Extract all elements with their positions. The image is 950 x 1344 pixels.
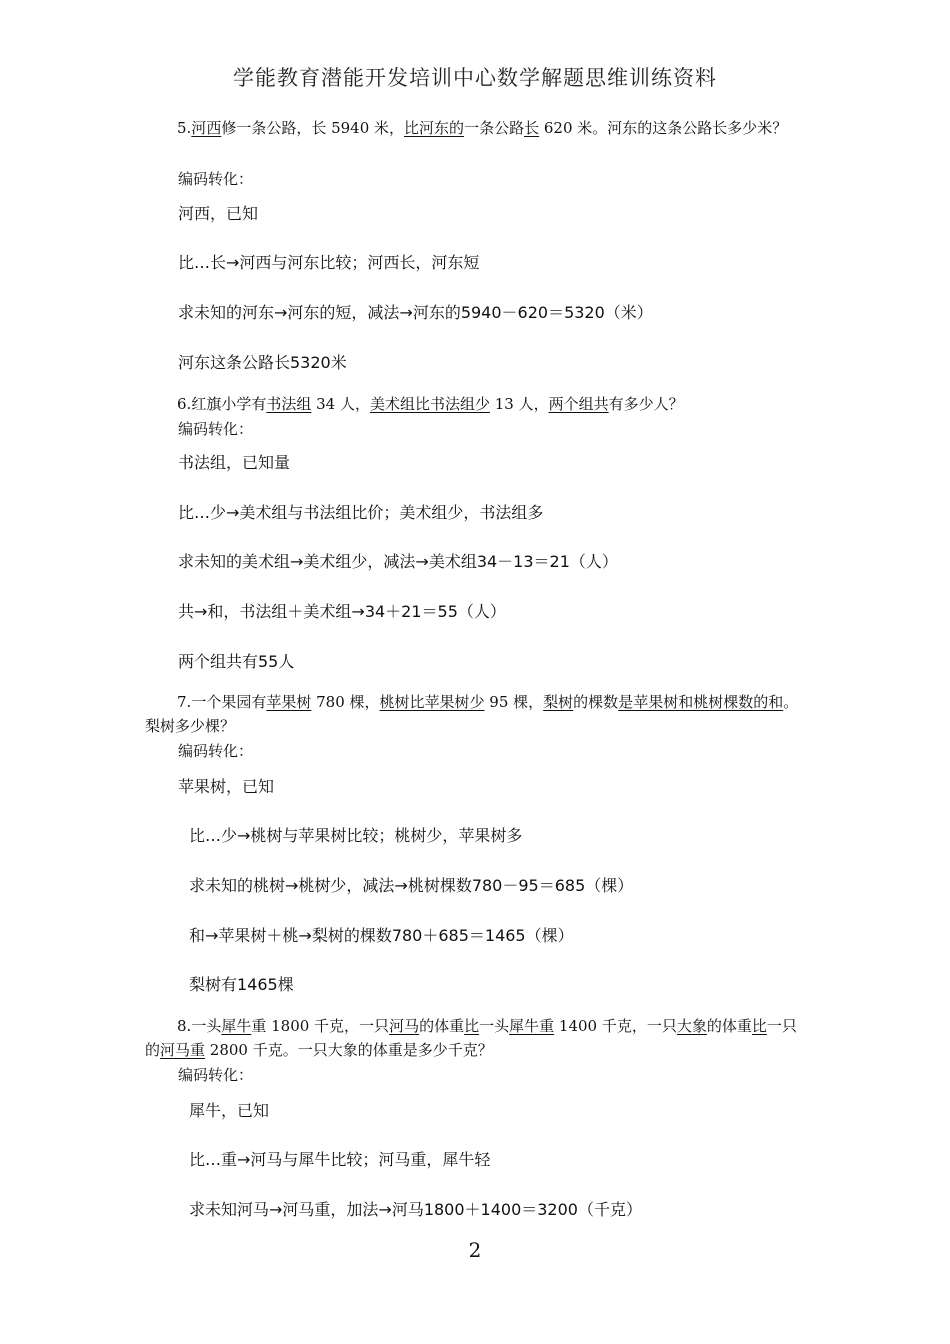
problem-text-segment: 。梨树多少棵？ [145, 693, 799, 735]
problem-text-segment: 红旗小学有 [191, 395, 267, 413]
problem-5-step-1: 河西，已知 [178, 204, 259, 223]
problem-7-step-5: 梨树有1465棵 [189, 975, 294, 994]
problem-statement [145, 119, 787, 137]
problem-text-segment: 一头 [479, 1017, 510, 1035]
underlined-keyword: 大象 [676, 1017, 707, 1035]
underlined-keyword: 比 [751, 1017, 767, 1035]
problem-6-text [145, 392, 810, 416]
problem-5-step-3: 求未知的河东→河东的短，减法→河东的5940－620＝5320（米） [178, 303, 653, 322]
problem-number: 5. [177, 119, 192, 137]
problem-text-segment: 修一条公路，长 5940 米， [221, 119, 405, 137]
problem-text-segment: 重 1800 千克，一只 [251, 1017, 390, 1035]
coding-label: 编码转化： [178, 170, 254, 188]
problem-7-step-4: 和→苹果树＋桃→梨树的棵数780＋685＝1465（棵） [189, 926, 574, 945]
underlined-keyword: 书法组 [266, 395, 312, 413]
page-number: 2 [468, 1238, 482, 1262]
underlined-keyword: 是苹果树和桃树棵数的和 [618, 693, 784, 711]
problem-text-segment: 的体重 [419, 1017, 465, 1035]
problem-6-step-1: 书法组，已知量 [178, 453, 291, 472]
underlined-keyword: 两个组共 [548, 395, 609, 413]
problem-text-segment: 一条公路 [464, 119, 525, 137]
underlined-keyword: 美术组比书法组少 [369, 395, 490, 413]
problem-5-step-2: 比…长→河西与河东比较；河西长，河东短 [178, 253, 480, 272]
problem-6-step-4: 共→和，书法组＋美术组→34＋21＝55（人） [178, 602, 506, 621]
coding-label: 编码转化： [178, 420, 254, 438]
underlined-keyword: 比河东的 [404, 119, 465, 137]
problem-number: 8. [177, 1017, 192, 1035]
problem-6-step-5: 两个组共有55人 [178, 652, 295, 671]
problem-6-step-3: 求未知的美术组→美术组少，减法→美术组34－13＝21（人） [178, 552, 618, 571]
page-header-title: 学能教育潜能开发培训中心数学解题思维训练资料 [233, 66, 717, 90]
underlined-keyword: 犀牛 [221, 1017, 252, 1035]
problem-text-segment: 2800 千克。一只大象的体重是多少千克？ [205, 1041, 493, 1059]
problem-statement [145, 693, 798, 735]
coding-label: 编码转化： [178, 742, 254, 760]
underlined-keyword: 河马重 [160, 1041, 206, 1059]
problem-text-segment: 的体重 [706, 1017, 752, 1035]
problem-8-text [145, 1014, 810, 1062]
problem-text-segment: 一头 [191, 1017, 222, 1035]
problem-text-segment: 620 米。河东的这条公路长多少米？ [539, 119, 788, 137]
underlined-keyword: 河西 [191, 119, 222, 137]
problem-statement [145, 1017, 797, 1059]
problem-number: 7. [177, 693, 192, 711]
problem-8-step-2: 比…重→河马与犀牛比较；河马重，犀牛轻 [189, 1150, 491, 1169]
underlined-keyword: 梨树 [543, 693, 574, 711]
underlined-keyword: 比 [464, 1017, 480, 1035]
problem-5-text [145, 116, 810, 140]
problem-text-segment: 一只的 [145, 1017, 797, 1059]
problem-statement [145, 395, 684, 413]
problem-text-segment: 13 人， [489, 395, 549, 413]
problem-text-segment: 780 棵， [311, 693, 380, 711]
problem-text-segment: 95 棵， [484, 693, 544, 711]
problem-7-step-1: 苹果树，已知 [178, 777, 275, 796]
underlined-keyword: 长 [524, 119, 540, 137]
problem-7-text [145, 690, 810, 738]
problem-8-step-3: 求未知河马→河马重，加法→河马1800＋1400＝3200（千克） [189, 1200, 642, 1219]
underlined-keyword: 犀牛重 [509, 1017, 555, 1035]
problem-text-segment: 的棵数 [573, 693, 619, 711]
underlined-keyword: 河马 [389, 1017, 420, 1035]
problem-number: 6. [177, 395, 192, 413]
problem-5-step-4: 河东这条公路长5320米 [178, 353, 347, 372]
problem-text-segment: 一个果园有 [191, 693, 267, 711]
problem-8-step-1: 犀牛，已知 [189, 1101, 270, 1120]
problem-text-segment: 34 人， [311, 395, 370, 413]
problem-text-segment: 有多少人？ [608, 395, 684, 413]
coding-label: 编码转化： [178, 1066, 254, 1084]
problem-text-segment: 1400 千克，一只 [554, 1017, 677, 1035]
problem-7-step-3: 求未知的桃树→桃树少，减法→桃树棵数780－95＝685（棵） [189, 876, 634, 895]
problem-7-step-2: 比…少→桃树与苹果树比较；桃树少，苹果树多 [189, 826, 523, 845]
problem-6-step-2: 比…少→美术组与书法组比价；美术组少，书法组多 [178, 503, 544, 522]
underlined-keyword: 桃树比苹果树少 [379, 693, 485, 711]
underlined-keyword: 苹果树 [266, 693, 312, 711]
